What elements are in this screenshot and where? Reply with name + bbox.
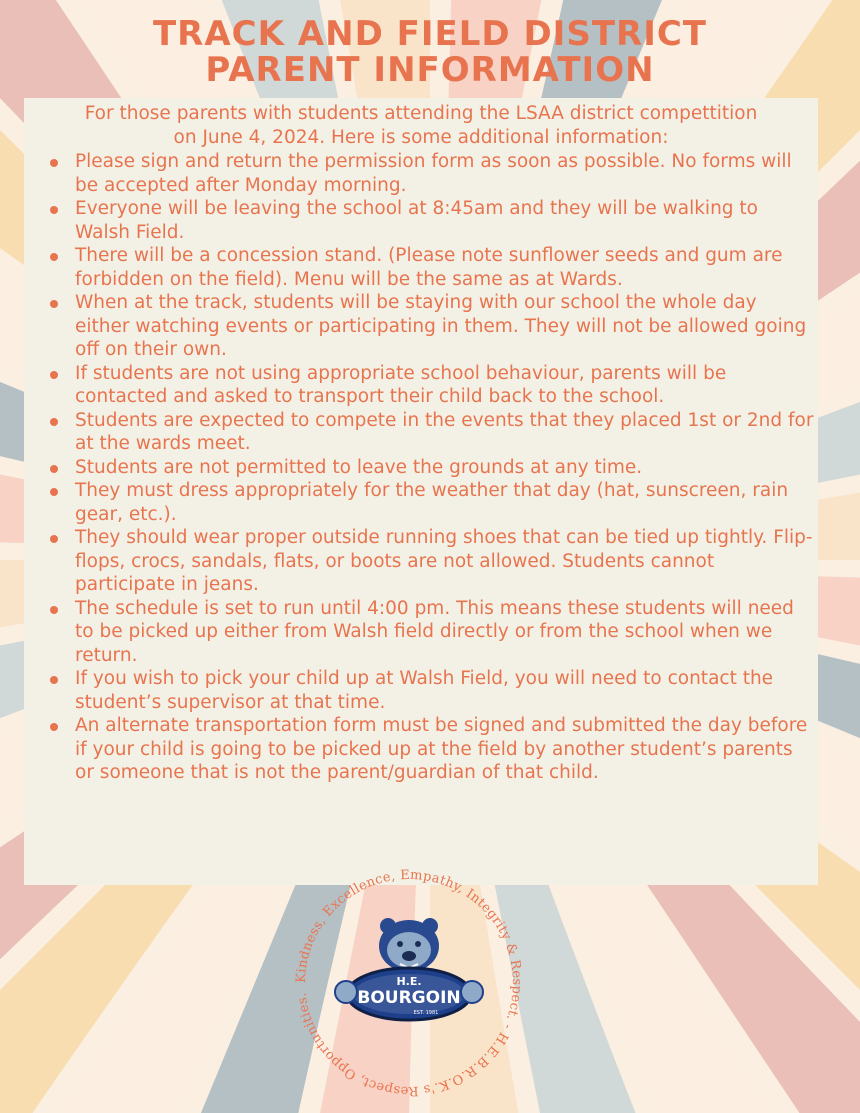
bullet-icon	[50, 723, 58, 731]
list-item-text: If you wish to pick your child up at Walsh Field, you will need to contact the student’s supervisor at that time.	[75, 668, 774, 713]
logo-line-1: H.E.	[396, 975, 422, 988]
school-emblem	[284, 858, 534, 1108]
bullet-icon	[50, 535, 58, 543]
bullet-icon	[50, 300, 58, 308]
information-panel	[24, 98, 818, 885]
list-item-text: There will be a concession stand. (Please note sunflower seeds and gum are forbidden on the field). Menu will be the same as at Wards.	[75, 245, 783, 290]
list-item-text: Students are not permitted to leave the grounds at any time.	[75, 456, 643, 478]
information-list	[24, 150, 818, 785]
bullet-icon	[50, 253, 58, 261]
intro-line-1: For those parents with students attending the LSAA district compettition	[84, 103, 758, 124]
bullet-icon	[50, 465, 58, 473]
list-item	[24, 456, 818, 480]
list-item-text: Students are expected to compete in the events that they placed 1st or 2nd for at the wards meet.	[75, 409, 814, 454]
bear-mascot-logo	[335, 918, 483, 1020]
logo-line-2: BOURGOIN	[357, 988, 461, 1008]
list-item-text: They must dress appropriately for the weather that day (hat, sunscreen, rain gear, etc.).	[75, 480, 789, 525]
title-line-2: PARENT INFORMATION	[205, 50, 655, 90]
list-item-text: When at the track, students will be staying with our school the whole day either watching events or participating in them. They will not be allowed going off on their own.	[75, 292, 807, 360]
logo-line-3: EST. 1981	[413, 1010, 439, 1016]
list-item-text: An alternate transportation form must be signed and submitted the day before if your child is going to be picked up at the field by another student’s parents or someone that is not the parent/guardian of that child.	[75, 715, 808, 783]
list-item	[24, 479, 818, 526]
list-item-text: If students are not using appropriate school behaviour, parents will be contacted and asked to transport their child back to the school.	[75, 362, 727, 407]
list-item	[24, 244, 818, 291]
bullet-icon	[50, 488, 58, 496]
bullet-icon	[50, 371, 58, 379]
bullet-icon	[50, 206, 58, 214]
list-item	[24, 291, 818, 362]
bullet-icon	[50, 676, 58, 684]
list-item-text: Please sign and return the permission form as soon as possible. No forms will be accepted after Monday morning.	[75, 151, 792, 196]
list-item	[24, 197, 818, 244]
list-item	[24, 667, 818, 714]
intro-text	[30, 102, 812, 150]
page-title	[0, 16, 860, 88]
bullet-icon	[50, 418, 58, 426]
intro-line-2: on June 4, 2024. Here is some additional information:	[173, 127, 669, 148]
bullet-icon	[50, 159, 58, 167]
motto-ring-textpath: Kindness, Excellence, Empathy, Integrity & Respect. - H.E.B.R.O.K.'s Respect, Opportunities.	[293, 867, 525, 1099]
list-item	[24, 409, 818, 456]
list-item	[24, 362, 818, 409]
title-line-1: TRACK AND FIELD DISTRICT	[152, 14, 707, 54]
list-item	[24, 526, 818, 597]
list-item	[24, 714, 818, 785]
list-item-text: Everyone will be leaving the school at 8:45am and they will be walking to Walsh Field.	[75, 198, 758, 243]
list-item-text: They should wear proper outside running shoes that can be tied up tightly. Flip-flops, crocs, sandals, flats, or boots are not allowed. Students cannot participate in jeans.	[75, 527, 813, 595]
list-item	[24, 597, 818, 668]
list-item-text: The schedule is set to run until 4:00 pm. This means these students will need to be picked up either from Walsh field directly or from the school when we return.	[75, 597, 794, 666]
bullet-icon	[50, 606, 58, 614]
list-item	[24, 150, 818, 197]
